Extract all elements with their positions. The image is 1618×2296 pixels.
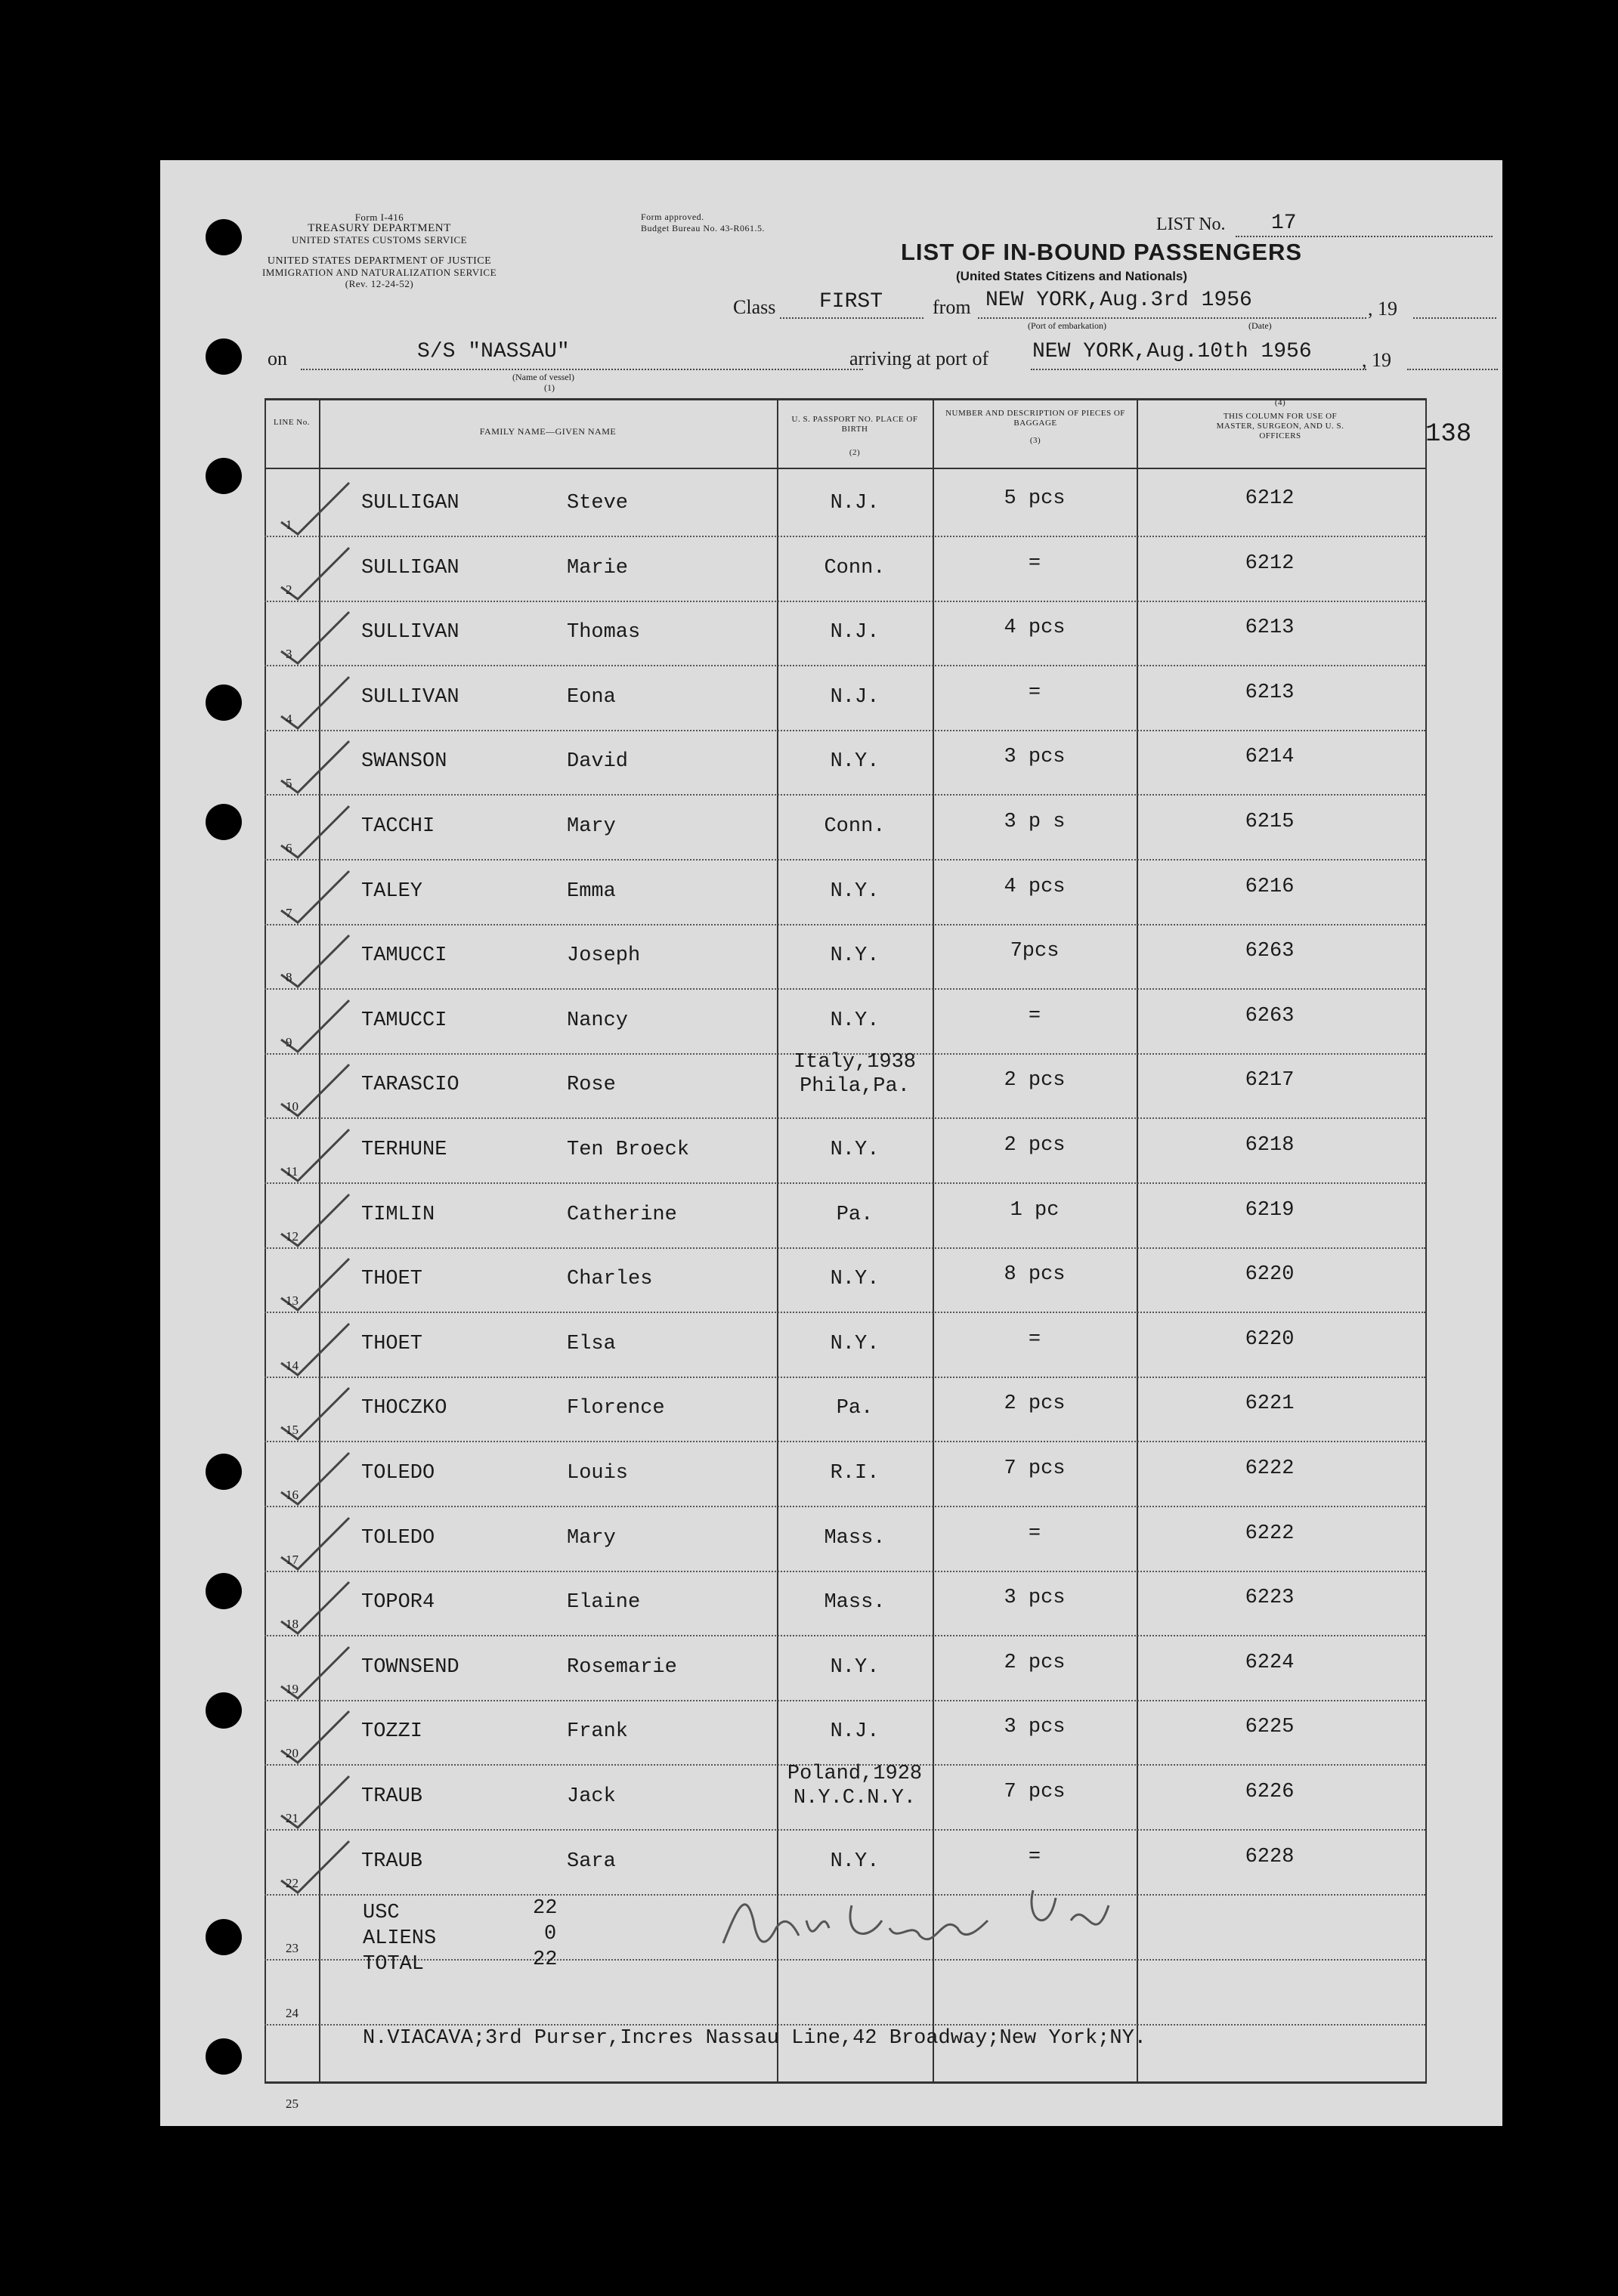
line-number: 8	[286, 970, 292, 985]
header-passport-label: U. S. PASSPORT NO. PLACE OF BIRTH	[791, 415, 918, 434]
inspector-signature	[693, 1875, 1116, 1966]
table-row	[265, 1635, 1425, 1701]
form-header-left-2	[258, 255, 500, 289]
line-number: 4	[286, 711, 292, 726]
approval-block	[641, 212, 765, 234]
checkmark-icon	[271, 1125, 354, 1185]
header-baggage-label: NUMBER AND DESCRIPTION OF PIECES OF BAGGAGE	[945, 409, 1125, 428]
officer-code: 6228	[1245, 1845, 1295, 1868]
officer-code: 6213	[1245, 616, 1295, 640]
given-name: Eona	[567, 685, 616, 709]
baggage: 7 pcs	[1004, 1781, 1066, 1803]
officer-code: 6222	[1245, 1457, 1295, 1480]
from-label: from	[933, 296, 971, 318]
given-name: Charles	[567, 1268, 653, 1291]
officer-code: 6263	[1245, 940, 1295, 963]
from-line	[978, 317, 1366, 319]
place-of-birth: Poland,1928	[787, 1763, 923, 1785]
header-officers	[1205, 412, 1356, 441]
officer-code: 6213	[1245, 681, 1295, 704]
officer-code: 6263	[1245, 1004, 1295, 1027]
table-row	[265, 600, 1425, 666]
baggage: =	[1028, 1327, 1041, 1351]
baggage: 2 pcs	[1004, 1392, 1066, 1416]
checkmark-icon	[271, 1190, 354, 1250]
place-of-birth: Pa.	[836, 1397, 874, 1420]
page-number: 138	[1425, 420, 1472, 449]
given-name: David	[567, 750, 629, 774]
line-number: 21	[286, 1811, 299, 1825]
checkmark-icon	[271, 1837, 354, 1897]
vessel-caption: (Name of vessel)	[512, 372, 574, 382]
officer-code: 6220	[1245, 1327, 1295, 1351]
header-officers-label: THIS COLUMN FOR USE OF MASTER, SURGEON, AND U. S. OFFICERS	[1216, 412, 1344, 440]
year-line	[1413, 317, 1496, 319]
family-name: TAMUCCI	[361, 1009, 447, 1032]
aliens-label: ALIENS	[363, 1927, 437, 1950]
place-of-birth: R.I.	[830, 1462, 880, 1485]
officer-code: 6217	[1245, 1069, 1295, 1092]
header-name: FAMILY NAME—GIVEN NAME	[479, 426, 617, 437]
table-row	[265, 1117, 1425, 1184]
family-name: TACCHI	[361, 815, 435, 838]
checkmark-icon	[271, 1254, 354, 1315]
place-of-birth: Conn.	[824, 815, 886, 838]
place-of-birth: N.Y.	[830, 879, 880, 903]
table-row	[265, 988, 1425, 1055]
revision: (Rev. 12-24-52)	[345, 278, 414, 289]
baggage: 2 pcs	[1004, 1069, 1066, 1092]
family-name: THOET	[361, 1332, 423, 1355]
binder-hole	[206, 1454, 242, 1490]
department-2: UNITED STATES DEPARTMENT OF JUSTICE	[267, 255, 492, 267]
checkmark-icon	[271, 1707, 354, 1767]
given-name: Nancy	[567, 1009, 629, 1032]
line-number: 17	[286, 1552, 299, 1567]
place-of-birth: N.J.	[830, 621, 880, 644]
family-name: TIMLIN	[361, 1203, 435, 1226]
given-name: Rosemarie	[567, 1655, 677, 1679]
binder-hole	[206, 2038, 242, 2075]
place-of-birth: Conn.	[824, 556, 886, 579]
passenger-list-document	[160, 160, 1502, 2126]
service-2: IMMIGRATION AND NATURALIZATION SERVICE	[261, 267, 497, 278]
baggage: =	[1028, 1522, 1041, 1545]
department: TREASURY DEPARTMENT	[308, 222, 451, 234]
family-name: TOPOR4	[361, 1591, 435, 1615]
officer-code: 6221	[1245, 1392, 1295, 1416]
page-title: LIST OF IN-BOUND PASSENGERS	[901, 239, 1303, 265]
officer-code: 6223	[1245, 1587, 1295, 1610]
baggage: =	[1028, 681, 1041, 704]
family-name: TERHUNE	[361, 1139, 447, 1161]
table-row	[265, 1052, 1425, 1119]
table-row	[265, 1699, 1425, 1766]
arriving-year-suffix: , 19	[1362, 349, 1391, 371]
form-approved: Form approved.	[641, 212, 704, 222]
date-caption: (Date)	[1248, 320, 1272, 331]
place-of-birth: N.J.	[830, 1720, 880, 1744]
binder-hole	[206, 458, 242, 494]
place-of-birth: Mass.	[824, 1526, 886, 1550]
family-name: SULLIGAN	[361, 492, 459, 515]
header-line-no: LINE No.	[274, 418, 310, 427]
place-of-birth: N.Y.	[830, 944, 880, 968]
family-name: TAMUCCI	[361, 944, 447, 968]
baggage: 5 pcs	[1004, 487, 1066, 510]
baggage: 7pcs	[1010, 940, 1060, 963]
officer-code: 6225	[1245, 1716, 1295, 1739]
binder-hole	[206, 684, 242, 721]
arriving-line	[1031, 369, 1366, 370]
place-of-birth: N.Y.	[830, 1268, 880, 1291]
arriving-year-line	[1407, 369, 1498, 370]
baggage: 4 pcs	[1004, 875, 1066, 898]
family-name: THOCZKO	[361, 1397, 447, 1420]
family-name: TALEY	[361, 879, 423, 903]
given-name: Ten Broeck	[567, 1139, 690, 1161]
place-of-birth: N.Y.	[830, 1332, 880, 1355]
binder-hole	[206, 1573, 242, 1609]
table-row	[265, 1376, 1425, 1442]
baggage: 2 pcs	[1004, 1134, 1066, 1157]
binder-hole	[206, 1692, 242, 1729]
checkmark-icon	[271, 1060, 354, 1120]
family-name: SULLIVAN	[361, 621, 459, 644]
line-number: 16	[286, 1488, 299, 1502]
given-name: Sara	[567, 1849, 616, 1873]
officer-code: 6214	[1245, 746, 1295, 769]
checkmark-icon	[271, 996, 354, 1056]
table-row	[265, 1506, 1425, 1572]
place-of-birth: N.J.	[830, 492, 880, 515]
usc-count: 22	[533, 1897, 558, 1920]
checkmark-icon	[271, 1578, 354, 1638]
given-name: Elsa	[567, 1332, 616, 1355]
given-name: Marie	[567, 556, 629, 579]
given-name: Florence	[567, 1397, 665, 1420]
line-number: 15	[286, 1423, 299, 1438]
place-of-birth: N.J.	[830, 685, 880, 709]
line-number: 9	[286, 1034, 292, 1049]
line-number: 3	[286, 647, 292, 662]
header-passport	[781, 415, 928, 458]
table-row	[265, 665, 1425, 731]
officer-code: 6218	[1245, 1134, 1295, 1157]
line-number: 7	[286, 905, 292, 920]
baggage: 3 pcs	[1004, 1716, 1066, 1739]
table-row	[265, 859, 1425, 926]
line-number: 18	[286, 1617, 299, 1632]
list-no-value: 17	[1271, 212, 1297, 235]
place-of-birth: Pa.	[836, 1203, 874, 1226]
given-name: Louis	[567, 1462, 629, 1485]
place-of-birth-2: Phila,Pa.	[800, 1075, 910, 1099]
class-line	[780, 317, 923, 319]
family-name: TOWNSEND	[361, 1655, 459, 1679]
table-header-border	[265, 468, 1425, 469]
checkmark-icon	[271, 672, 354, 733]
line-number: 23	[286, 1941, 299, 1955]
form-header-left	[258, 212, 500, 246]
page-subtitle: (United States Citizens and Nationals)	[956, 269, 1188, 283]
table-row	[265, 1247, 1425, 1313]
checkmark-icon	[271, 1642, 354, 1703]
officer-code: 6226	[1245, 1781, 1295, 1803]
family-name: TRAUB	[361, 1785, 423, 1808]
baggage: 8 pcs	[1004, 1263, 1066, 1287]
binder-hole	[206, 804, 242, 840]
header-baggage	[939, 409, 1132, 446]
table-row	[265, 2024, 1425, 2111]
list-no-line	[1236, 236, 1493, 237]
place-of-birth: N.Y.	[830, 1009, 880, 1032]
form-number: Form I-416	[354, 212, 404, 223]
given-name: Mary	[567, 815, 616, 838]
line-number: 22	[286, 1875, 299, 1890]
family-name: SULLIVAN	[361, 685, 459, 709]
total-count: 22	[533, 1948, 558, 1971]
given-name: Mary	[567, 1526, 616, 1550]
checkmark-icon	[271, 867, 354, 927]
checkmark-icon	[271, 737, 354, 797]
given-name: Catherine	[567, 1203, 677, 1226]
family-name: SULLIGAN	[361, 556, 459, 579]
table-row	[265, 1312, 1425, 1378]
family-name: TARASCIO	[361, 1074, 459, 1097]
given-name: Jack	[567, 1785, 616, 1808]
table-row	[265, 1182, 1425, 1249]
line-number: 11	[286, 1164, 299, 1179]
vessel-line	[301, 369, 863, 370]
port-caption: (Port of embarkation)	[1028, 320, 1106, 331]
family-name: THOET	[361, 1268, 423, 1291]
baggage: 3 pcs	[1004, 746, 1066, 769]
baggage: =	[1028, 1004, 1041, 1027]
given-name: Thomas	[567, 621, 641, 644]
family-name: TOLEDO	[361, 1462, 435, 1485]
line-number: 1	[286, 518, 292, 532]
officer-code: 6215	[1245, 811, 1295, 833]
from-value: NEW YORK,Aug.3rd 1956	[985, 289, 1252, 312]
baggage: 1 pc	[1010, 1198, 1060, 1222]
baggage: 2 pcs	[1004, 1651, 1066, 1674]
header-officers-num: (4)	[1274, 398, 1286, 407]
officer-code: 6212	[1245, 552, 1295, 575]
line-number: 19	[286, 1681, 299, 1696]
checkmark-icon	[271, 1772, 354, 1832]
table-row	[265, 794, 1425, 861]
place-of-birth: Mass.	[824, 1591, 886, 1615]
total-label: TOTAL	[363, 1953, 425, 1976]
checkmark-icon	[271, 1513, 354, 1574]
list-no-label: LIST No.	[1156, 215, 1226, 234]
family-name: TOLEDO	[361, 1526, 435, 1550]
given-name: Emma	[567, 879, 616, 903]
checkmark-icon	[271, 478, 354, 539]
baggage: =	[1028, 1845, 1041, 1868]
given-name: Rose	[567, 1074, 616, 1097]
line-number: 24	[286, 2006, 299, 2020]
table-row	[265, 1570, 1425, 1636]
baggage: 3 p s	[1004, 811, 1066, 833]
line-number: 25	[286, 2097, 299, 2111]
service: UNITED STATES CUSTOMS SERVICE	[291, 234, 468, 246]
table-row	[265, 1441, 1425, 1507]
given-name: Elaine	[567, 1591, 641, 1615]
baggage: 4 pcs	[1004, 616, 1066, 640]
table-row	[265, 1764, 1425, 1831]
binder-hole	[206, 1919, 242, 1955]
line-number: 10	[286, 1099, 299, 1114]
checkmark-icon	[271, 1319, 354, 1380]
arriving-label: arriving at port of	[849, 348, 989, 369]
header-baggage-num: (3)	[1029, 436, 1041, 445]
line-number: 2	[286, 582, 292, 597]
family-name: TOZZI	[361, 1720, 423, 1744]
table-row	[265, 536, 1425, 602]
budget-bureau: Budget Bureau No. 43-R061.5.	[641, 223, 765, 233]
officer-code: 6224	[1245, 1651, 1295, 1674]
checkmark-icon	[271, 543, 354, 604]
line-number: 5	[286, 776, 292, 791]
place-of-birth: N.Y.	[830, 1655, 880, 1679]
class-value: FIRST	[819, 290, 883, 314]
line-number: 13	[286, 1293, 299, 1309]
vessel-name: S/S "NASSAU"	[417, 340, 570, 363]
header-passport-num: (2)	[849, 448, 861, 457]
vessel-number: (1)	[544, 382, 555, 393]
officer-code: 6216	[1245, 875, 1295, 898]
table-row	[265, 729, 1425, 796]
family-name: TRAUB	[361, 1849, 423, 1873]
given-name: Steve	[567, 492, 629, 515]
checkmark-icon	[271, 607, 354, 668]
col-divider	[1425, 398, 1427, 2084]
given-name: Frank	[567, 1720, 629, 1744]
baggage: 3 pcs	[1004, 1587, 1066, 1610]
checkmark-icon	[271, 1383, 354, 1444]
officer-code: 6212	[1245, 487, 1295, 510]
on-label: on	[268, 348, 287, 369]
place-of-birth-2: N.Y.C.N.Y.	[793, 1787, 917, 1809]
checkmark-icon	[271, 1448, 354, 1509]
purser-footer: N.VIACAVA;3rd Purser,Incres Nassau Line,42 Broadway;New York;NY.	[363, 2027, 1146, 2050]
class-label: Class	[733, 296, 776, 318]
given-name: Joseph	[567, 944, 641, 968]
family-name: SWANSON	[361, 750, 447, 774]
usc-label: USC	[363, 1902, 400, 1924]
baggage: 7 pcs	[1004, 1457, 1066, 1480]
place-of-birth: N.Y.	[830, 750, 880, 774]
table-row	[265, 923, 1425, 990]
passenger-table	[265, 398, 1425, 2111]
line-number: 12	[286, 1228, 299, 1244]
officer-code: 6220	[1245, 1263, 1295, 1287]
officer-code: 6219	[1245, 1198, 1295, 1222]
checkmark-icon	[271, 802, 354, 862]
place-of-birth: Italy,1938	[793, 1051, 917, 1074]
table-row	[265, 471, 1425, 537]
checkmark-icon	[271, 931, 354, 991]
line-number: 20	[286, 1746, 299, 1761]
line-number: 6	[286, 841, 292, 855]
line-number: 14	[286, 1358, 299, 1373]
arriving-value: NEW YORK,Aug.10th 1956	[1032, 340, 1312, 363]
place-of-birth: N.Y.	[830, 1139, 880, 1161]
aliens-count: 0	[544, 1923, 557, 1945]
place-of-birth: N.Y.	[830, 1849, 880, 1873]
officer-code: 6222	[1245, 1522, 1295, 1545]
binder-hole	[206, 338, 242, 375]
year-suffix: , 19	[1368, 298, 1397, 320]
baggage: =	[1028, 552, 1041, 575]
binder-hole	[206, 219, 242, 255]
